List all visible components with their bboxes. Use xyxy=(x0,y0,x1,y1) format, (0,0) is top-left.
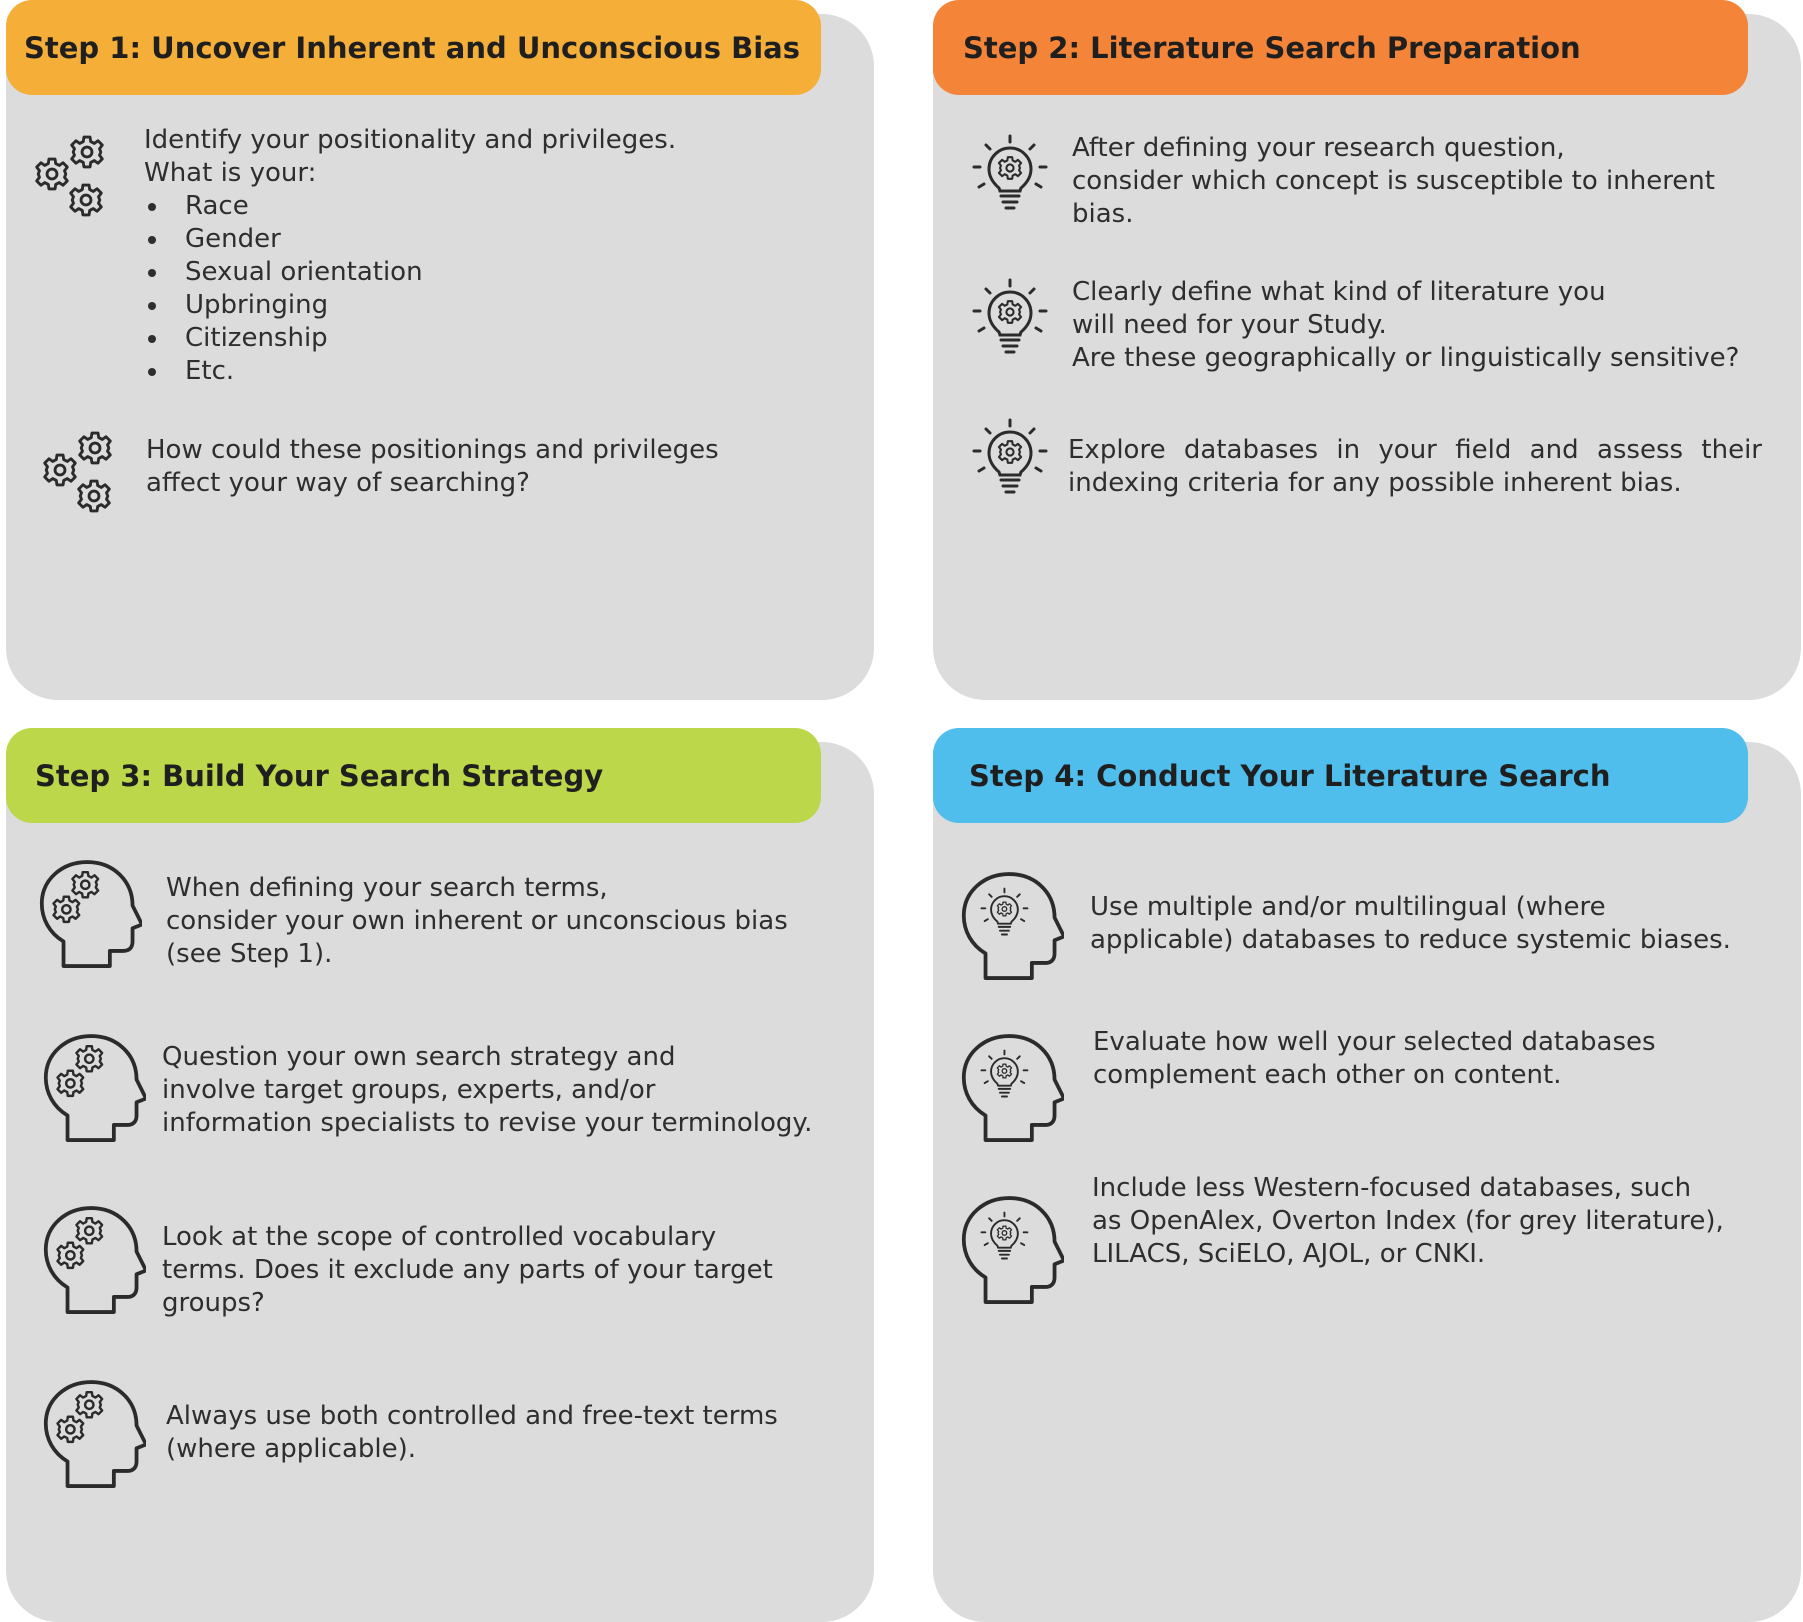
bullet-item: Gender xyxy=(144,223,676,256)
step3-title: Step 3: Build Your Search Strategy xyxy=(35,758,604,793)
step2-title: Step 2: Literature Search Preparation xyxy=(963,30,1581,65)
step2-item2-line1: Clearly define what kind of literature you xyxy=(1072,277,1606,307)
step4-item2-line1: Evaluate how well your selected databases xyxy=(1093,1027,1656,1057)
step4-item1-text xyxy=(1090,891,1731,957)
step2-item2-line3: Are these geographically or linguistically sensitive? xyxy=(1072,343,1740,373)
step3-item2-line2: involve target groups, experts, and/or xyxy=(162,1075,656,1105)
step4-item2-line2: complement each other on content. xyxy=(1093,1060,1562,1090)
bullet-item: Etc. xyxy=(144,355,676,388)
step2-item1-line3: bias. xyxy=(1072,199,1134,229)
step2-item1-text xyxy=(1072,132,1715,231)
step3-item3-text xyxy=(162,1221,773,1320)
step3-item1-line2: consider your own inherent or unconscious bias xyxy=(166,906,788,936)
head-gears-icon xyxy=(42,1202,146,1320)
bullet-item: Sexual orientation xyxy=(144,256,676,289)
step3-item1-text xyxy=(166,872,788,971)
step1-block1-line1: Identify your positionality and privileges. xyxy=(144,125,677,155)
step3-header xyxy=(6,728,821,823)
step1-block2-text xyxy=(146,434,719,500)
step2-header xyxy=(933,0,1748,95)
step4-item1-line1: Use multiple and/or multilingual (where xyxy=(1090,892,1606,922)
step1-header xyxy=(6,0,821,95)
step4-title: Step 4: Conduct Your Literature Search xyxy=(969,758,1611,793)
gears-icon xyxy=(40,424,130,524)
step3-item4-text xyxy=(166,1400,778,1466)
step4-item2-text xyxy=(1093,1026,1656,1092)
lightbulb-gear-icon xyxy=(970,278,1050,358)
head-lightbulb-icon xyxy=(960,868,1064,986)
step1-block1-line2: What is your: xyxy=(144,158,317,188)
step4-item3-text xyxy=(1092,1172,1724,1271)
gears-icon xyxy=(32,128,122,228)
step1-block2-line1: How could these positionings and privileges xyxy=(146,435,719,465)
step3-item2-line3: information specialists to revise your terminology. xyxy=(162,1108,813,1138)
step2-item1-line2: consider which concept is susceptible to inherent xyxy=(1072,166,1715,196)
lightbulb-gear-icon xyxy=(970,418,1050,498)
step2-item3-line2: indexing criteria for any possible inherent bias. xyxy=(1068,468,1682,498)
step3-item3-line1: Look at the scope of controlled vocabulary xyxy=(162,1222,717,1252)
lightbulb-gear-icon xyxy=(970,134,1050,214)
step3-item2-text xyxy=(162,1041,812,1140)
step1-block2-line2: affect your way of searching? xyxy=(146,468,530,498)
head-lightbulb-icon xyxy=(960,1030,1064,1148)
step2-item1-line1: After defining your research question, xyxy=(1072,133,1565,163)
step3-item3-line3: groups? xyxy=(162,1288,265,1318)
step1-bullet-list xyxy=(144,190,676,388)
head-gears-icon xyxy=(42,1030,146,1148)
step4-item3-line1: Include less Western-focused databases, such xyxy=(1092,1173,1692,1203)
step3-item4-line2: (where applicable). xyxy=(166,1434,417,1464)
bullet-item: Citizenship xyxy=(144,322,676,355)
step3-item3-line2: terms. Does it exclude any parts of your target xyxy=(162,1255,773,1285)
bullet-item: Upbringing xyxy=(144,289,676,322)
step2-item2-text xyxy=(1072,276,1739,375)
step4-header xyxy=(933,728,1748,823)
step2-item2-line2: will need for your Study. xyxy=(1072,310,1387,340)
head-lightbulb-icon xyxy=(960,1192,1064,1310)
head-gears-icon xyxy=(38,856,142,974)
step3-item2-line1: Question your own search strategy and xyxy=(162,1042,676,1072)
step1-title: Step 1: Uncover Inherent and Unconscious Bias xyxy=(24,30,800,65)
step4-item3-line3: LILACS, SciELO, AJOL, or CNKI. xyxy=(1092,1239,1486,1269)
step4-item3-line2: as OpenAlex, Overton Index (for grey literature), xyxy=(1092,1206,1724,1236)
bullet-item: Race xyxy=(144,190,676,223)
step4-item1-line2: applicable) databases to reduce systemic biases. xyxy=(1090,925,1731,955)
head-gears-icon xyxy=(42,1376,146,1494)
step2-item3-text xyxy=(1068,434,1762,500)
step3-item4-line1: Always use both controlled and free-text terms xyxy=(166,1401,778,1431)
step2-item3-line1: Explore databases in your field and assess their xyxy=(1068,435,1762,465)
step3-item1-line1: When defining your search terms, xyxy=(166,873,608,903)
step1-block1-text xyxy=(144,124,676,388)
step3-item1-line3: (see Step 1). xyxy=(166,939,333,969)
